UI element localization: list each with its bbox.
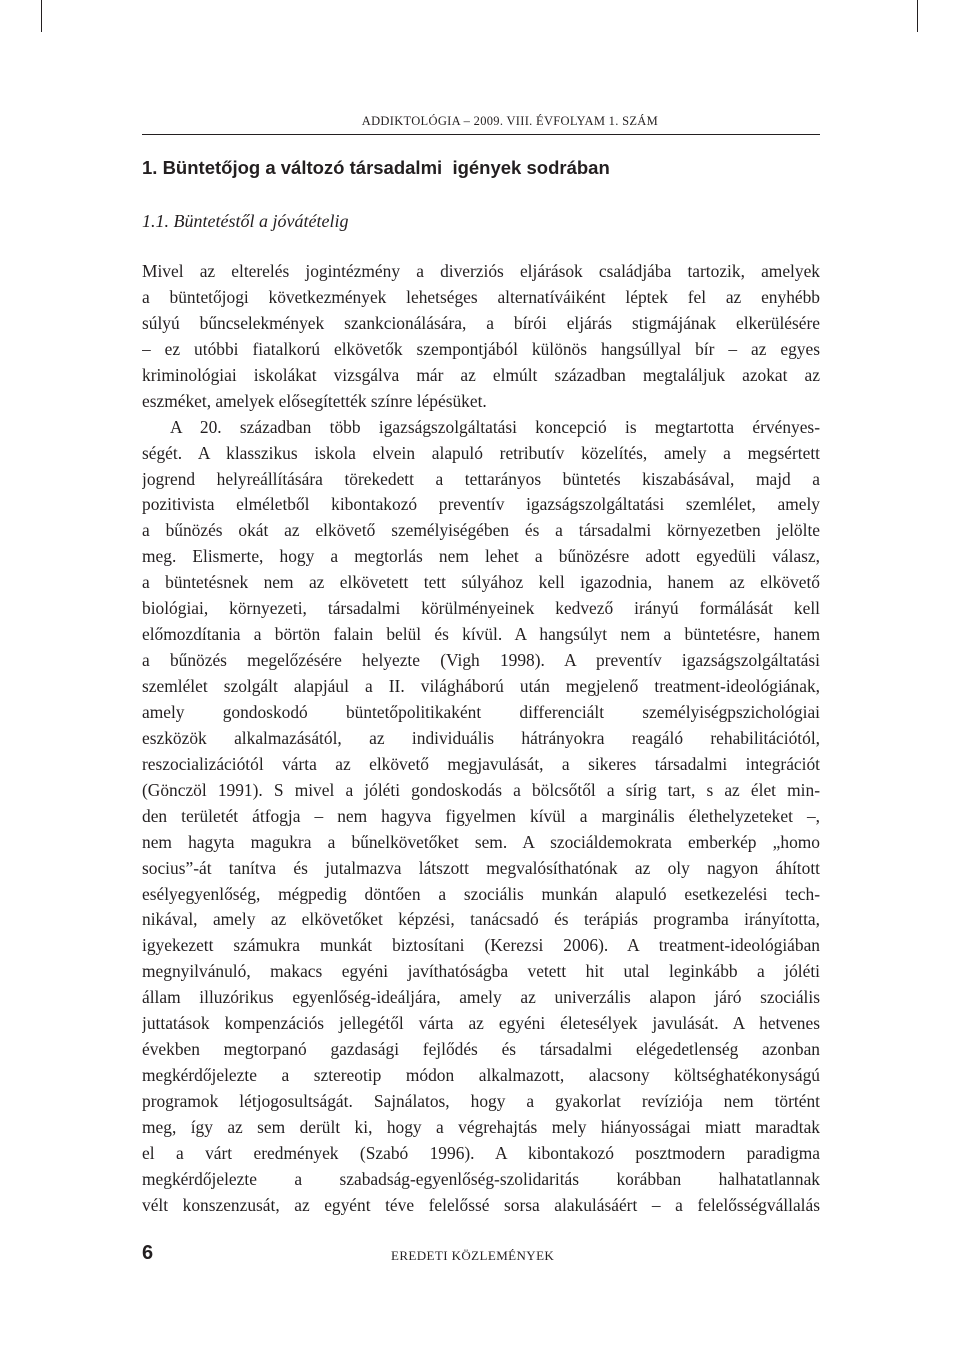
crop-mark-left bbox=[41, 0, 42, 32]
body-line: socius”-át tanítva és jutalmazva látszott megvalósíthatónak az oly nagyon áhított bbox=[142, 857, 820, 878]
body-line: súlyú bűncselekmények szankcionálására, a bírói eljárás stigmájának elkerülésére bbox=[142, 312, 820, 333]
page-number: 6 bbox=[142, 1242, 154, 1264]
body-line: nem hagyta magukra a bűnelkövetőket sem. A szociáldemokrata emberkép „homo bbox=[142, 831, 820, 852]
body-line: igyekezett számukra munkát biztosítani (Kerezsi 2006). A treatment-ideológiában bbox=[142, 935, 820, 956]
body-line: (Gönczöl 1991). S mivel a jóléti gondoskodás a bölcsőtől a sírig tart, s az élet min- bbox=[142, 779, 820, 800]
body-line: pozitivista elméletből kibontakozó preventív igazságszolgáltatási szemlélet, amely bbox=[142, 494, 820, 515]
body-line: jogrend helyreállítására törekedett a tettarányos büntetés kiszabásával, majd a bbox=[142, 468, 820, 489]
section-title: 1.1. Büntetéstől a jóvátételig bbox=[142, 211, 349, 231]
footer-section-label: EREDETI KÖZLEMÉNYEK bbox=[391, 1248, 555, 1263]
body-line: megnyilvánuló, makacs egyéni javíthatóságba vetett hit utal leginkább a jóléti bbox=[142, 961, 820, 982]
body-line: a bűnözés okát az elkövető személyiségében és a társadalmi környezetben jelölte bbox=[142, 520, 820, 541]
body-line: el a várt eredmények (Szabó 1996). A kibontakozó posztmodern paradigma bbox=[142, 1142, 820, 1163]
body-line: állam illuzórikus egyenlőség-ideáljára, amely az univerzális alapon járó szociális bbox=[142, 987, 820, 1008]
body-line: a büntetőjogi következmények lehetséges alternatíváiként léptek fel az enyhébb bbox=[142, 286, 820, 307]
body-line: – ez utóbbi fiatalkorú elkövetők szempontjából különös hangsúllyal bír – az egyes bbox=[142, 338, 820, 359]
body-line: a bűnözés megelőzésére helyezte (Vigh 1998). A preventív igazságszolgáltatási bbox=[142, 650, 820, 671]
running-header-title: ADDIKTOLÓGIA – 2009. VIII. ÉVFOLYAM 1. SZÁM bbox=[361, 114, 658, 128]
body-text bbox=[142, 259, 820, 1219]
chapter-title: 1. Büntetőjog a változó társadalmi igények sodrában bbox=[142, 157, 610, 178]
body-line: programok létjogosultságát. Sajnálatos, hogy a gyakorlat revíziója nem történt bbox=[142, 1091, 820, 1111]
body-line: reszocializációtól várta az elkövető megjavulását, a sikeres társadalmi integrációt bbox=[142, 753, 820, 774]
body-line: esélyegyenlőség, mégpedig döntően a szociális munkán alapuló esetkezelési tech- bbox=[142, 883, 820, 904]
crop-mark-right bbox=[917, 0, 918, 32]
body-line: előmozdítania a börtön falain belül és kívül. A hangsúlyt nem a büntetésre, hanem bbox=[142, 624, 820, 645]
body-line: kriminológiai iskolákat vizsgálva már az elmúlt században megtaláljuk azokat az bbox=[142, 364, 820, 385]
body-line: nikával, amely az elkövetőket képzési, tanácsadó és terápiás programba irányította, bbox=[142, 909, 820, 930]
body-line: ségét. A klasszikus iskola elvein alapuló retributív közelítés, amely a megsértett bbox=[142, 442, 820, 463]
body-line: juttatások kompenzációs jellegétől várta az egyéni életesélyek javulását. A hetvenes bbox=[142, 1013, 820, 1034]
body-line: Mivel az elterelés jogintézmény a diverziós eljárások családjába tartozik, amelyek bbox=[142, 261, 820, 281]
body-line: megkérdőjelezte a szabadság-egyenlőség-szolidaritás korábban halhatatlannak bbox=[142, 1168, 820, 1189]
body-line: vélt konszenzusát, az egyént téve felelőssé sorsa alakulásáért – a felelősségvállalás bbox=[142, 1194, 820, 1215]
body-line: amely gondoskodó büntetőpolitikaként differenciált személyiségpszichológiai bbox=[142, 701, 820, 722]
body-line: eszméket, amelyek elősegítették színre lépésüket. bbox=[142, 390, 487, 411]
body-line: meg, így az sem derült ki, hogy a végrehajtás mely hiányosságai miatt maradtak bbox=[142, 1116, 820, 1137]
body-line: szemlélet szolgált alapjául a II. világháború után megjelenő treatment-ideológiának, bbox=[142, 676, 820, 696]
body-line: meg. Elismerte, hogy a megtorlás nem lehet a bűnözésre adott egyedüli válasz, bbox=[142, 546, 820, 567]
body-line: megkérdőjelezte a sztereotip módon alkalmazott, alacsony költséghatékonyságú bbox=[142, 1065, 820, 1086]
body-line: den területét átfogja – nem hagyva figyelmen kívül a marginális élethelyzeteket –, bbox=[142, 805, 820, 826]
body-line: a büntetésnek nem az elkövetett tett súlyához kell igazodnia, hanem az elkövető bbox=[142, 572, 820, 593]
body-line: A 20. században több igazságszolgáltatási koncepció is megtartotta érvényes- bbox=[170, 416, 820, 437]
body-line: biológiai, környezeti, társadalmi körülményeinek kedvező irányú formálását kell bbox=[142, 598, 820, 619]
body-line: eszközök alkalmazásától, az individuális hátrányokra reagáló rehabilitációtól, bbox=[142, 727, 820, 748]
body-line: években megtorpanó gazdasági fejlődés és társadalmi elégedetlenség azonban bbox=[142, 1039, 820, 1060]
running-header bbox=[142, 114, 820, 135]
